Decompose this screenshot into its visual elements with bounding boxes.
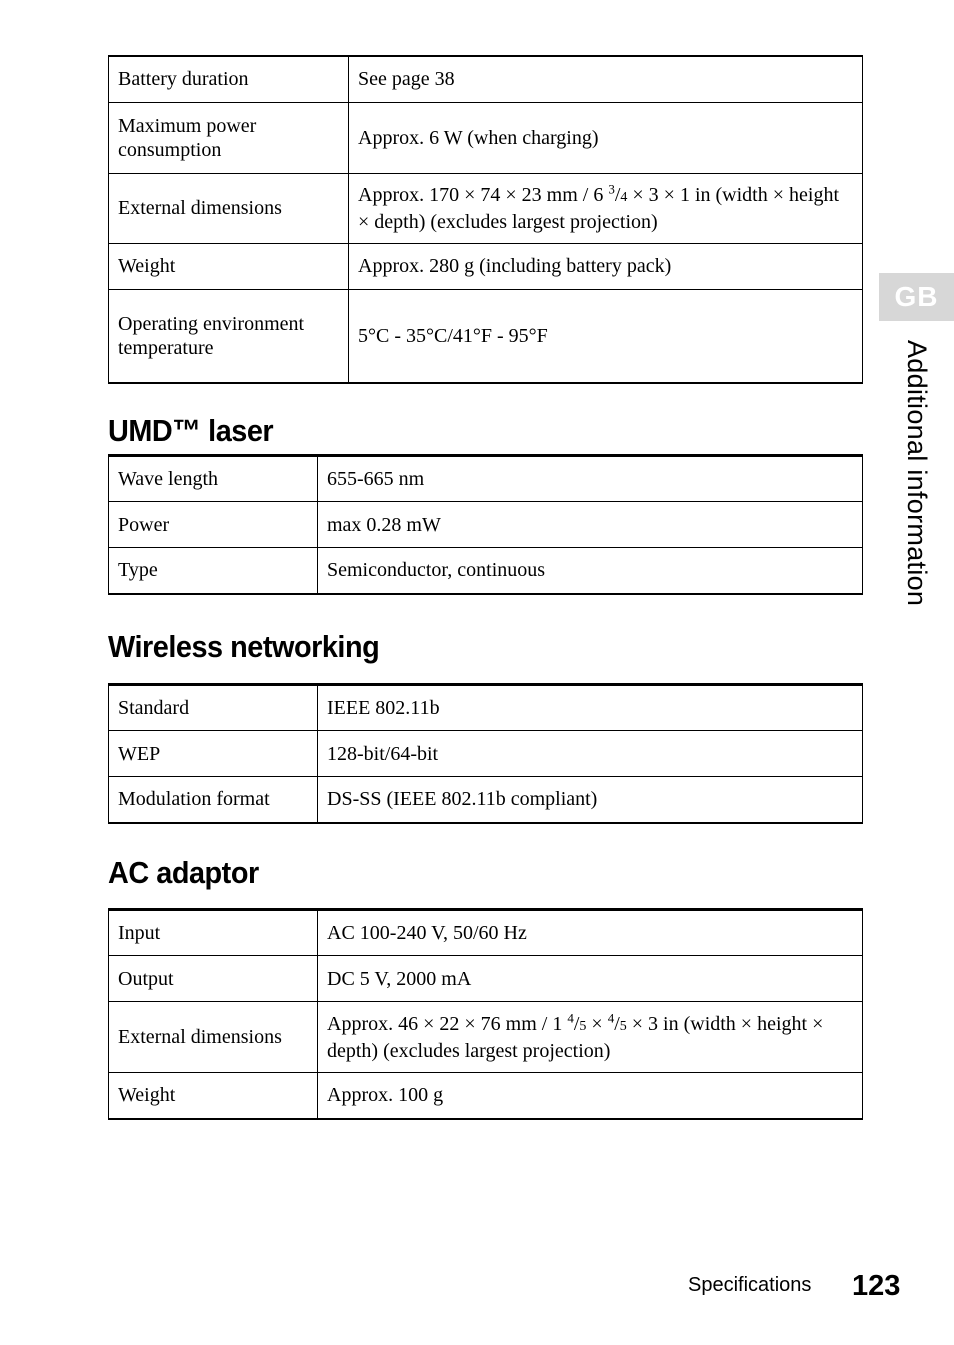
table-row <box>109 102 863 173</box>
spec-label: External dimensions <box>109 1002 318 1073</box>
general-spec-table <box>108 55 863 384</box>
spec-label: Weight <box>109 243 349 289</box>
spec-label: Weight <box>109 1073 318 1119</box>
section-heading-umd-laser: UMD™ laser <box>108 413 274 448</box>
table-row <box>109 1002 863 1073</box>
spec-label: WEP <box>109 731 318 777</box>
spec-label: Standard <box>109 685 318 731</box>
table-row <box>109 1073 863 1119</box>
spec-value: 655-665 nm <box>318 456 863 502</box>
spec-label: External dimensions <box>109 173 349 243</box>
spec-value: Approx. 6 W (when charging) <box>349 102 863 173</box>
spec-label: Output <box>109 956 318 1002</box>
spec-value: DS-SS (IEEE 802.11b compliant) <box>318 777 863 823</box>
spec-value: max 0.28 mW <box>318 502 863 548</box>
table-row <box>109 731 863 777</box>
table-row <box>109 289 863 383</box>
spec-label: Operating environment temperature <box>109 289 349 383</box>
wireless-networking-table <box>108 683 863 824</box>
table-row <box>109 777 863 823</box>
spec-value: Approx. 46 × 22 × 76 mm / 1 $^4$/5 × $^4$/5 × 3 in (width × height × depth) (excludes largest projection) <box>318 1002 863 1073</box>
spec-label: Maximum power consumption <box>109 102 349 173</box>
table-row <box>109 56 863 102</box>
section-side-label-text: Additional information <box>902 340 932 607</box>
section-heading-wireless-networking: Wireless networking <box>108 629 380 664</box>
table-row <box>109 910 863 956</box>
spec-value: Approx. 280 g (including battery pack) <box>349 243 863 289</box>
spec-value: 5°C - 35°C/41°F - 95°F <box>349 289 863 383</box>
spec-label: Input <box>109 910 318 956</box>
section-heading-ac-adaptor: AC adaptor <box>108 855 259 890</box>
table-row <box>109 685 863 731</box>
section-side-label <box>872 340 932 607</box>
ac-adaptor-table <box>108 908 863 1120</box>
spec-label: Type <box>109 548 318 594</box>
table-row <box>109 243 863 289</box>
spec-value: AC 100-240 V, 50/60 Hz <box>318 910 863 956</box>
table-row <box>109 502 863 548</box>
spec-label: Wave length <box>109 456 318 502</box>
footer-section-label: Specifications <box>688 1274 812 1296</box>
table-row <box>109 456 863 502</box>
spec-value: IEEE 802.11b <box>318 685 863 731</box>
page-number: 123 <box>852 1270 901 1302</box>
spec-value: 128-bit/64-bit <box>318 731 863 777</box>
table-row <box>109 548 863 594</box>
spec-label: Power <box>109 502 318 548</box>
table-row <box>109 173 863 243</box>
spec-value: See page 38 <box>349 56 863 102</box>
spec-label: Battery duration <box>109 56 349 102</box>
language-tab: GB <box>879 273 954 321</box>
spec-value: Approx. 100 g <box>318 1073 863 1119</box>
spec-value: DC 5 V, 2000 mA <box>318 956 863 1002</box>
spec-label: Modulation format <box>109 777 318 823</box>
umd-laser-table <box>108 454 863 595</box>
spec-value: Semiconductor, continuous <box>318 548 863 594</box>
table-row <box>109 956 863 1002</box>
spec-value: Approx. 170 × 74 × 23 mm / 6 $^3$/4 × 3 × 1 in (width × height × depth) (excludes largest projection) <box>349 173 863 243</box>
